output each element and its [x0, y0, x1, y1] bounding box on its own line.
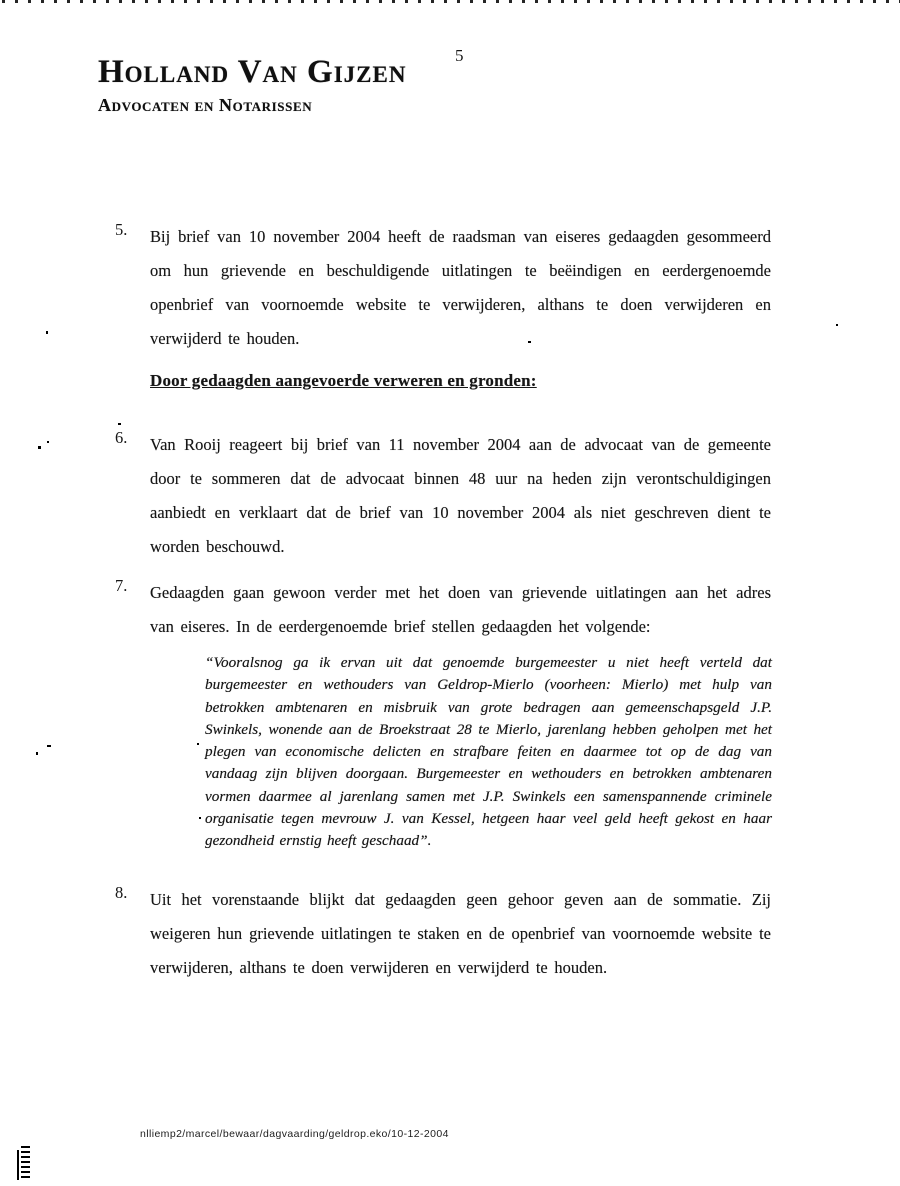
- paragraph-5-number: 5.: [115, 220, 128, 239]
- paragraph-5: [115, 220, 771, 356]
- scan-speck: [47, 745, 51, 747]
- scan-speck: [47, 441, 49, 443]
- scan-speck: [46, 331, 48, 334]
- scan-speck: [118, 423, 121, 425]
- paragraph-7-number: 7.: [115, 576, 128, 595]
- paragraph-7-text: Gedaagden gaan gewoon verder met het doen van grievende uitlatingen aan het adres van eiseres. In de eerdergenoemde brief stellen gedaagden het volgende:: [150, 583, 771, 636]
- scan-speck: [528, 341, 531, 343]
- paragraph-6-text: Van Rooij reageert bij brief van 11 november 2004 aan de advocaat van de gemeente door te sommeren dat de advocaat binnen 48 uur na heden zijn verontschuldigingen aanbiedt en verklaart dat de brief van 10 november 2004 als niet geschreven dient te worden beschouwd.: [150, 435, 771, 556]
- scan-speck: [38, 446, 41, 449]
- scan-stamp-artifact: [21, 1146, 30, 1180]
- scan-speck: [836, 324, 838, 326]
- scan-speck: [197, 743, 199, 745]
- paragraph-8: [115, 883, 771, 985]
- scan-edge-artifact: [2, 0, 900, 3]
- firm-logo: [98, 56, 406, 116]
- paragraph-7: [115, 576, 771, 644]
- scan-speck: [36, 752, 38, 755]
- paragraph-8-number: 8.: [115, 883, 128, 902]
- document-reference: nlliemp2/marcel/bewaar/dagvaarding/geldrop.eko/10-12-2004: [140, 1128, 449, 1140]
- paragraph-6-number: 6.: [115, 428, 128, 447]
- paragraph-6: [115, 428, 771, 564]
- scan-speck: [199, 817, 201, 819]
- page-number: 5: [455, 46, 464, 65]
- firm-name: Holland Van Gijzen: [98, 54, 407, 90]
- letter-quote: “Vooralsnog ga ik ervan uit dat genoemde burgemeester u niet heeft verteld dat burgemeester en wethouders van Geldrop-Mierlo (voorheen: Mierlo) met hulp van betrokken ambtenaren en misbruik van grote bedragen aan gemeenschapsgeld J.P. Swinkels, wonende aan de Broekstraat 28 te Mierlo, jarenlang hebben geholpen met het plegen van economische delicten en strafbare feiten en daarmee tot op de dag van vandaag zijn blijven doorgaan. Burgemeester en wethouders en betrokken ambtenaren vormen daarmee al jarenlang samen met J.P. Swinkels een samenspannende criminele organisatie tegen mevrouw J. van Kessel, hetgeen haar veel geld heeft gekost en haar gezondheid ernstig heeft geschaad”.: [205, 654, 772, 850]
- section-heading: Door gedaagden aangevoerde verweren en gronden:: [150, 371, 537, 390]
- paragraph-8-text: Uit het vorenstaande blijkt dat gedaagden geen gehoor geven aan de sommatie. Zij weigeren hun grievende uitlatingen te staken en de openbrief van voornoemde website te verwijderen, althans te doen verwijderen en verwijderd te houden.: [150, 890, 771, 977]
- firm-subtitle: Advocaten en Notarissen: [98, 95, 313, 115]
- paragraph-5-text: Bij brief van 10 november 2004 heeft de raadsman van eiseres gedaagden gesommeerd om hun grievende en beschuldigende uitlatingen te beëindigen en eerdergenoemde openbrief van voornoemde website te verwijderen, althans te doen verwijderen en verwijderd te houden.: [150, 227, 771, 348]
